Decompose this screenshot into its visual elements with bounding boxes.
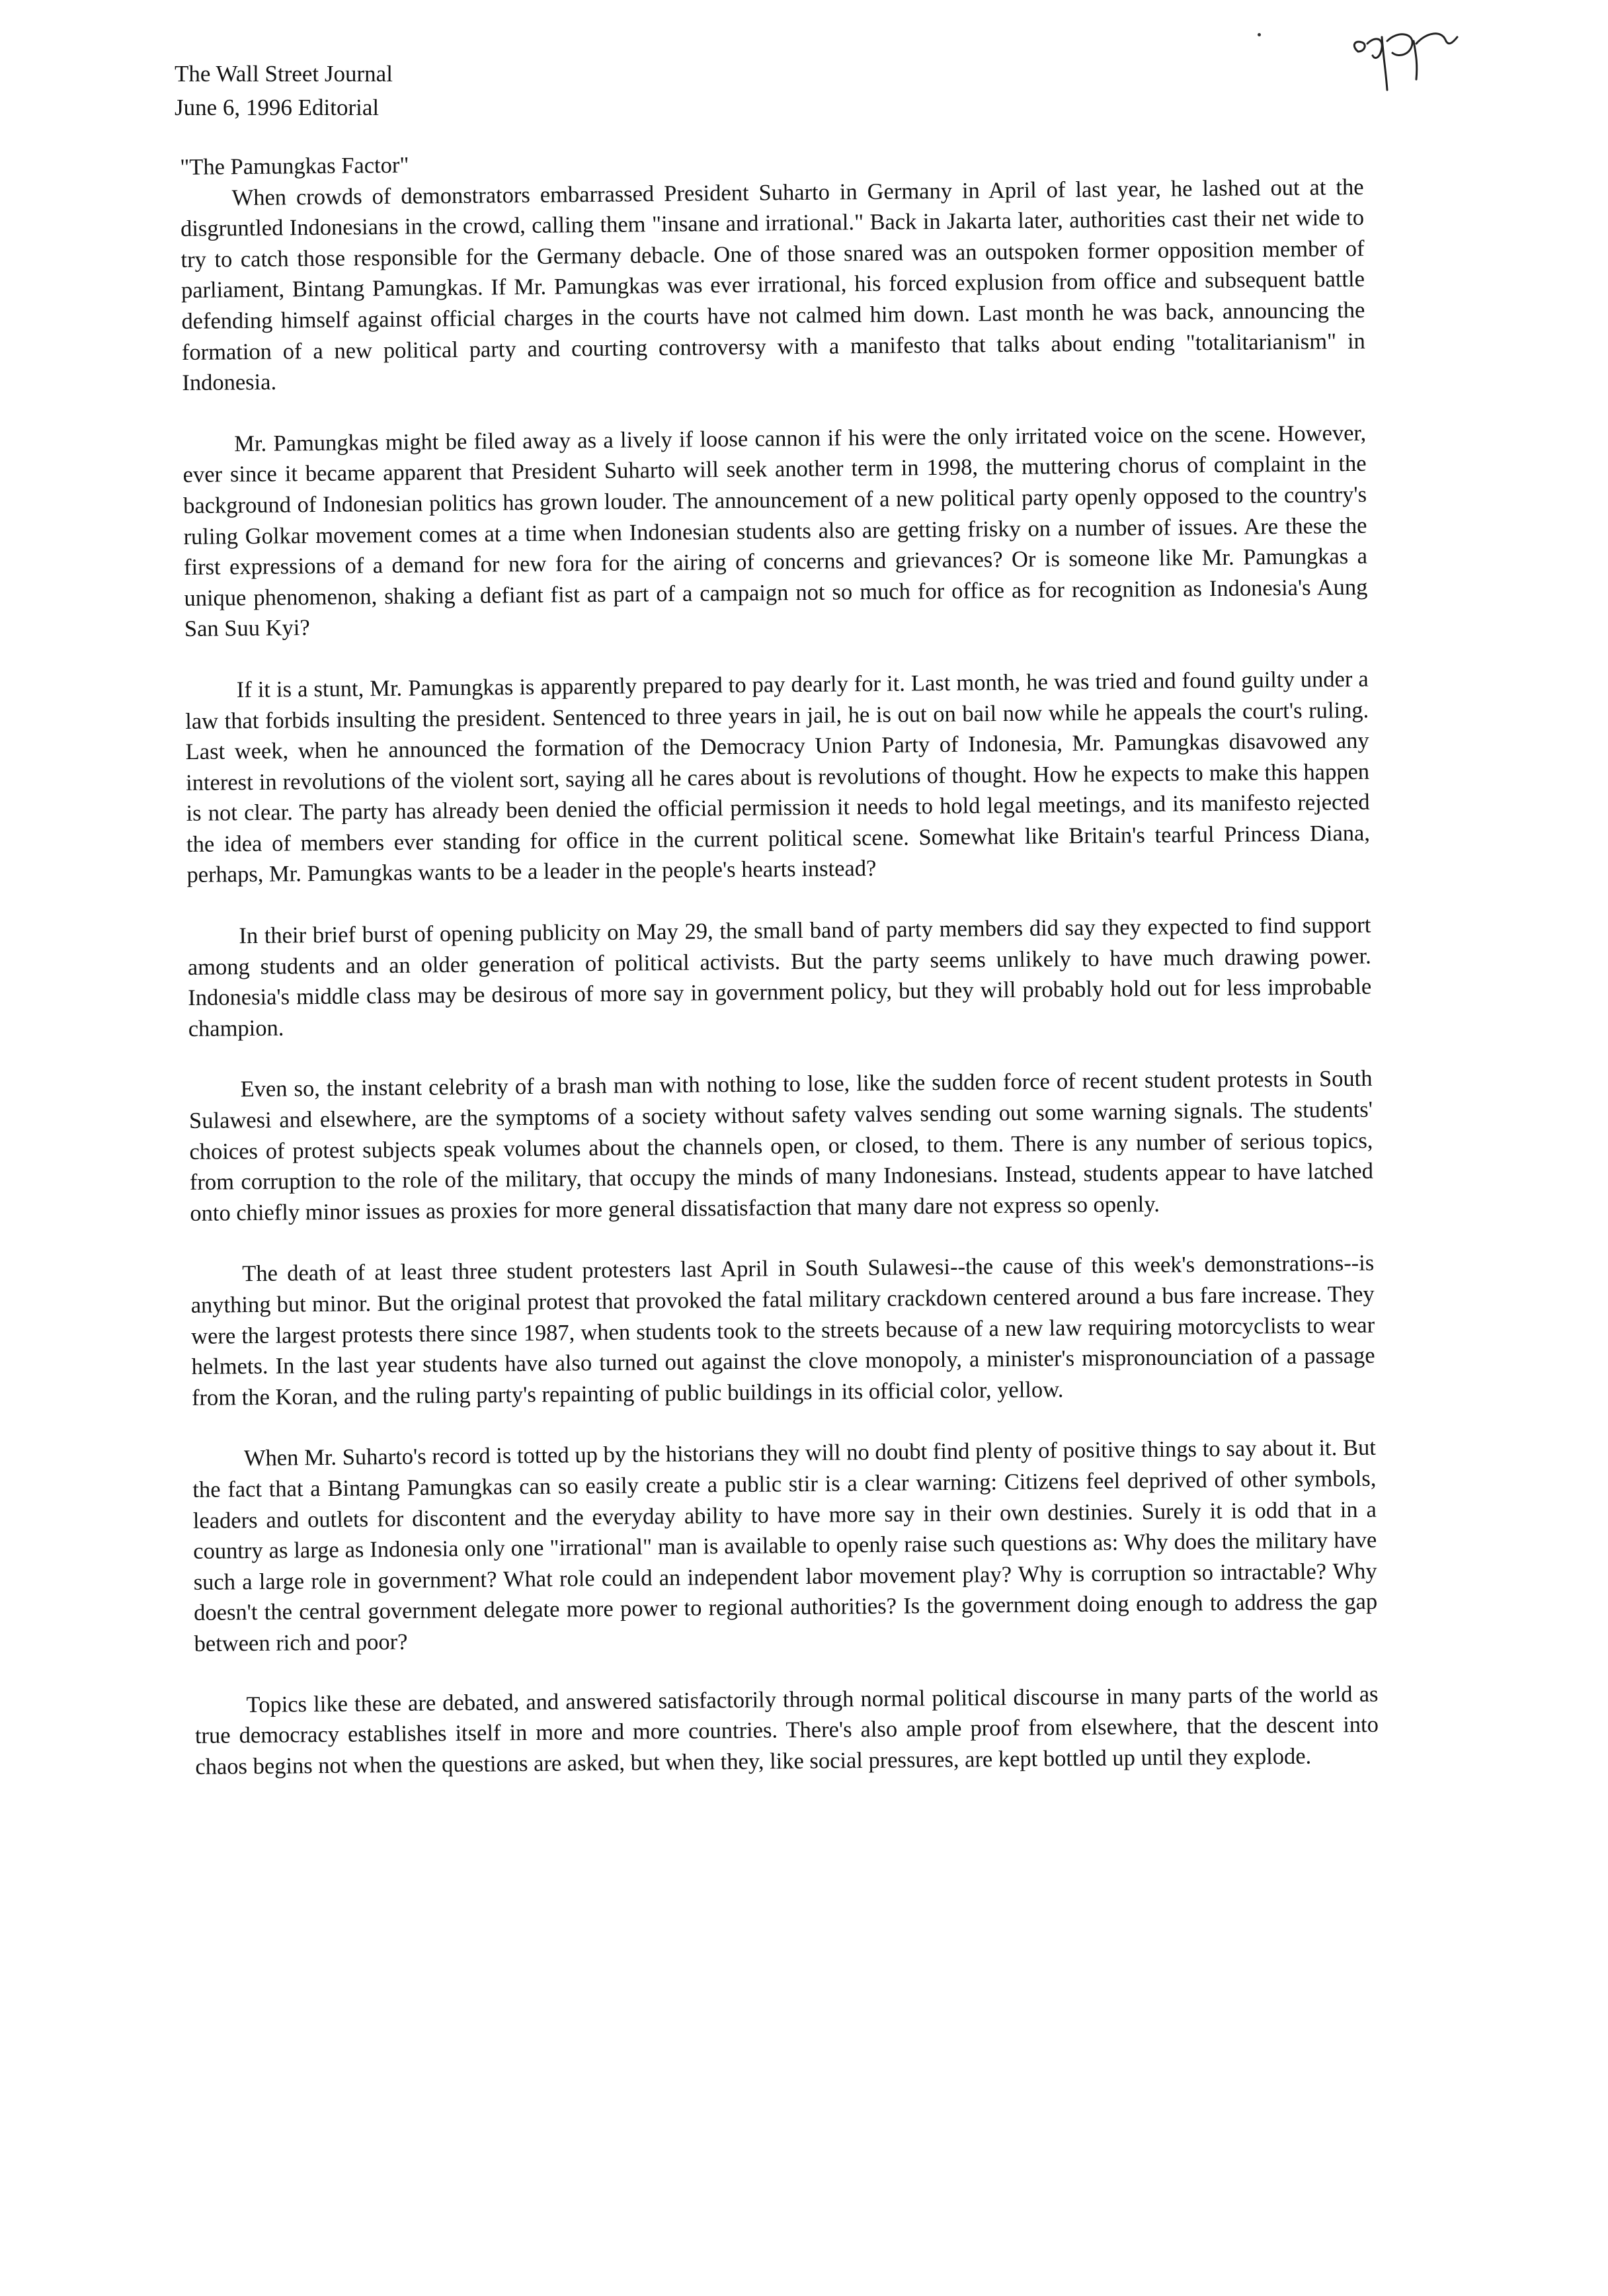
article-paragraph: When Mr. Suharto's record is totted up by the historians they will no doubt find plenty of positive things to say about it. But the fact that a Bintang Pamungkas can so easily create a public stir is a clear warning: Citizens feel deprived of other symbols, leaders and outlets for discontent and the everyday ability to have more say in their own destinies. Surely it is odd that in a country as large as Indonesia only one "irrational" man is available to openly raise such questions as: Why does the military have such a large role in government? What role could an independent labor movement play? Why is corruption so intractable? Why doesn't the central government delegate more power to regional authorities? Is the government doing enough to address the gap between rich and poor? — [192, 1435, 1378, 1657]
article-paragraph: Topics like these are debated, and answered satisfactorily through normal political discourse in many parts of the world as true democracy establishes itself in more and more countries. There's also ample proof from elsewhere, that the descent into chaos begins not when the questions are asked, but when they, like social pressures, are kept bottled up until they explode. — [194, 1681, 1379, 1780]
article-paragraph: Mr. Pamungkas might be filed away as a lively if loose cannon if his were the only irritated voice on the scene. However, ever since it became apparent that President Suharto will seek another term in 1998, the muttering chorus of complaint in the background of Indonesian politics has grown louder. The announcement of a new political party openly opposed to the country's ruling Golkar movement comes at a time when Indonesian students also are getting frisky on a number of issues. Are these the first expressions of a demand for new fora for the airing of concerns and grievances? Or is someone like Mr. Pamungkas a unique phenomenon, shaking a defiant fist as part of a campaign not so much for office as for recognition as Indonesia's Aung San Suu Kyi? — [182, 420, 1368, 642]
document-header — [175, 57, 393, 124]
article-body — [180, 141, 1379, 1813]
article-paragraph: Even so, the instant celebrity of a brash man with nothing to lose, like the sudden force of recent student protests in South Sulawesi and elsewhere, are the symptoms of a society without safety valves sending out some warning signals. The students' choices of protest subjects speak volumes about the channels open, or closed, to them. There is any number of serious topics, from corruption to the role of the military, that occupy the minds of many Indonesians. Instead, students appear to have latched onto chiefly minor issues as proxies for more general dissatisfaction that many dare not express so openly. — [188, 1066, 1374, 1226]
publication-name: The Wall Street Journal — [175, 61, 393, 87]
article-title: "The Pamungkas Factor" — [180, 152, 409, 180]
article-paragraph: In their brief burst of opening publicity on May 29, the small band of party members did say they expected to find support among students and an older generation of political activists. But the party seems unlikely to have much drawing power. Indonesia's middle class may be desirous of more say in government policy, but they will probably hold out for less improbable champion. — [187, 912, 1372, 1042]
handwritten-initials-mark — [1349, 24, 1461, 97]
article-paragraph: When crowds of demonstrators embarrassed President Suharto in Germany in April of last year, he lashed out at the disgruntled Indonesians in the crowd, calling them "insane and irrational." Back in Jakarta later, authorities cast their net wide to try to catch those responsible for the Germany debacle. One of those snared was an outspoken former opposition member of parliament, Bintang Pamungkas. If Mr. Pamungkas was ever irrational, his forced explusion from office and subsequent battle defending himself against official charges in the courts have not calmed him down. Last month he was back, announcing the formation of a new political party and courting controversy with a manifesto that talks about ending "totalitarianism" in Indonesia. — [180, 174, 1366, 396]
date-line: June 6, 1996 Editorial — [175, 95, 380, 120]
article-paragraph: If it is a stunt, Mr. Pamungkas is apparently prepared to pay dearly for it. Last month, he was tried and found guilty under a law that forbids insulting the president. Sentenced to three years in jail, he is out on bail now while he appeals the court's ruling. Last week, when he announced the formation of the Democracy Union Party of Indonesia, Mr. Pamungkas disavowed any interest in revolutions of the violent sort, saying all he cares about is revolutions of thought. How he expects to make this happen is not clear. The party has already been denied the official permission it needs to hold legal meetings, and its manifesto rejected the idea of members ever standing for office in the current political scene. Somewhat like Britain's tearful Princess Diana, perhaps, Mr. Pamungkas wants to be a leader in the people's hearts instead? — [185, 666, 1371, 888]
article-paragraph: The death of at least three student protesters last April in South Sulawesi--the cause of this week's demonstrations--is anything but minor. But the original protest that provoked the fatal military crackdown centered around a bus fare increase. They were the largest protests there since 1987, when students took to the streets because of a new law requiring motorcyclists to wear helmets. In the last year students have also turned out against the clove monopoly, a minister's mispronounciation of a passage from the Koran, and the ruling party's repainting of public buildings in its official color, yellow. — [190, 1250, 1375, 1411]
stray-dot-mark — [1258, 33, 1261, 36]
